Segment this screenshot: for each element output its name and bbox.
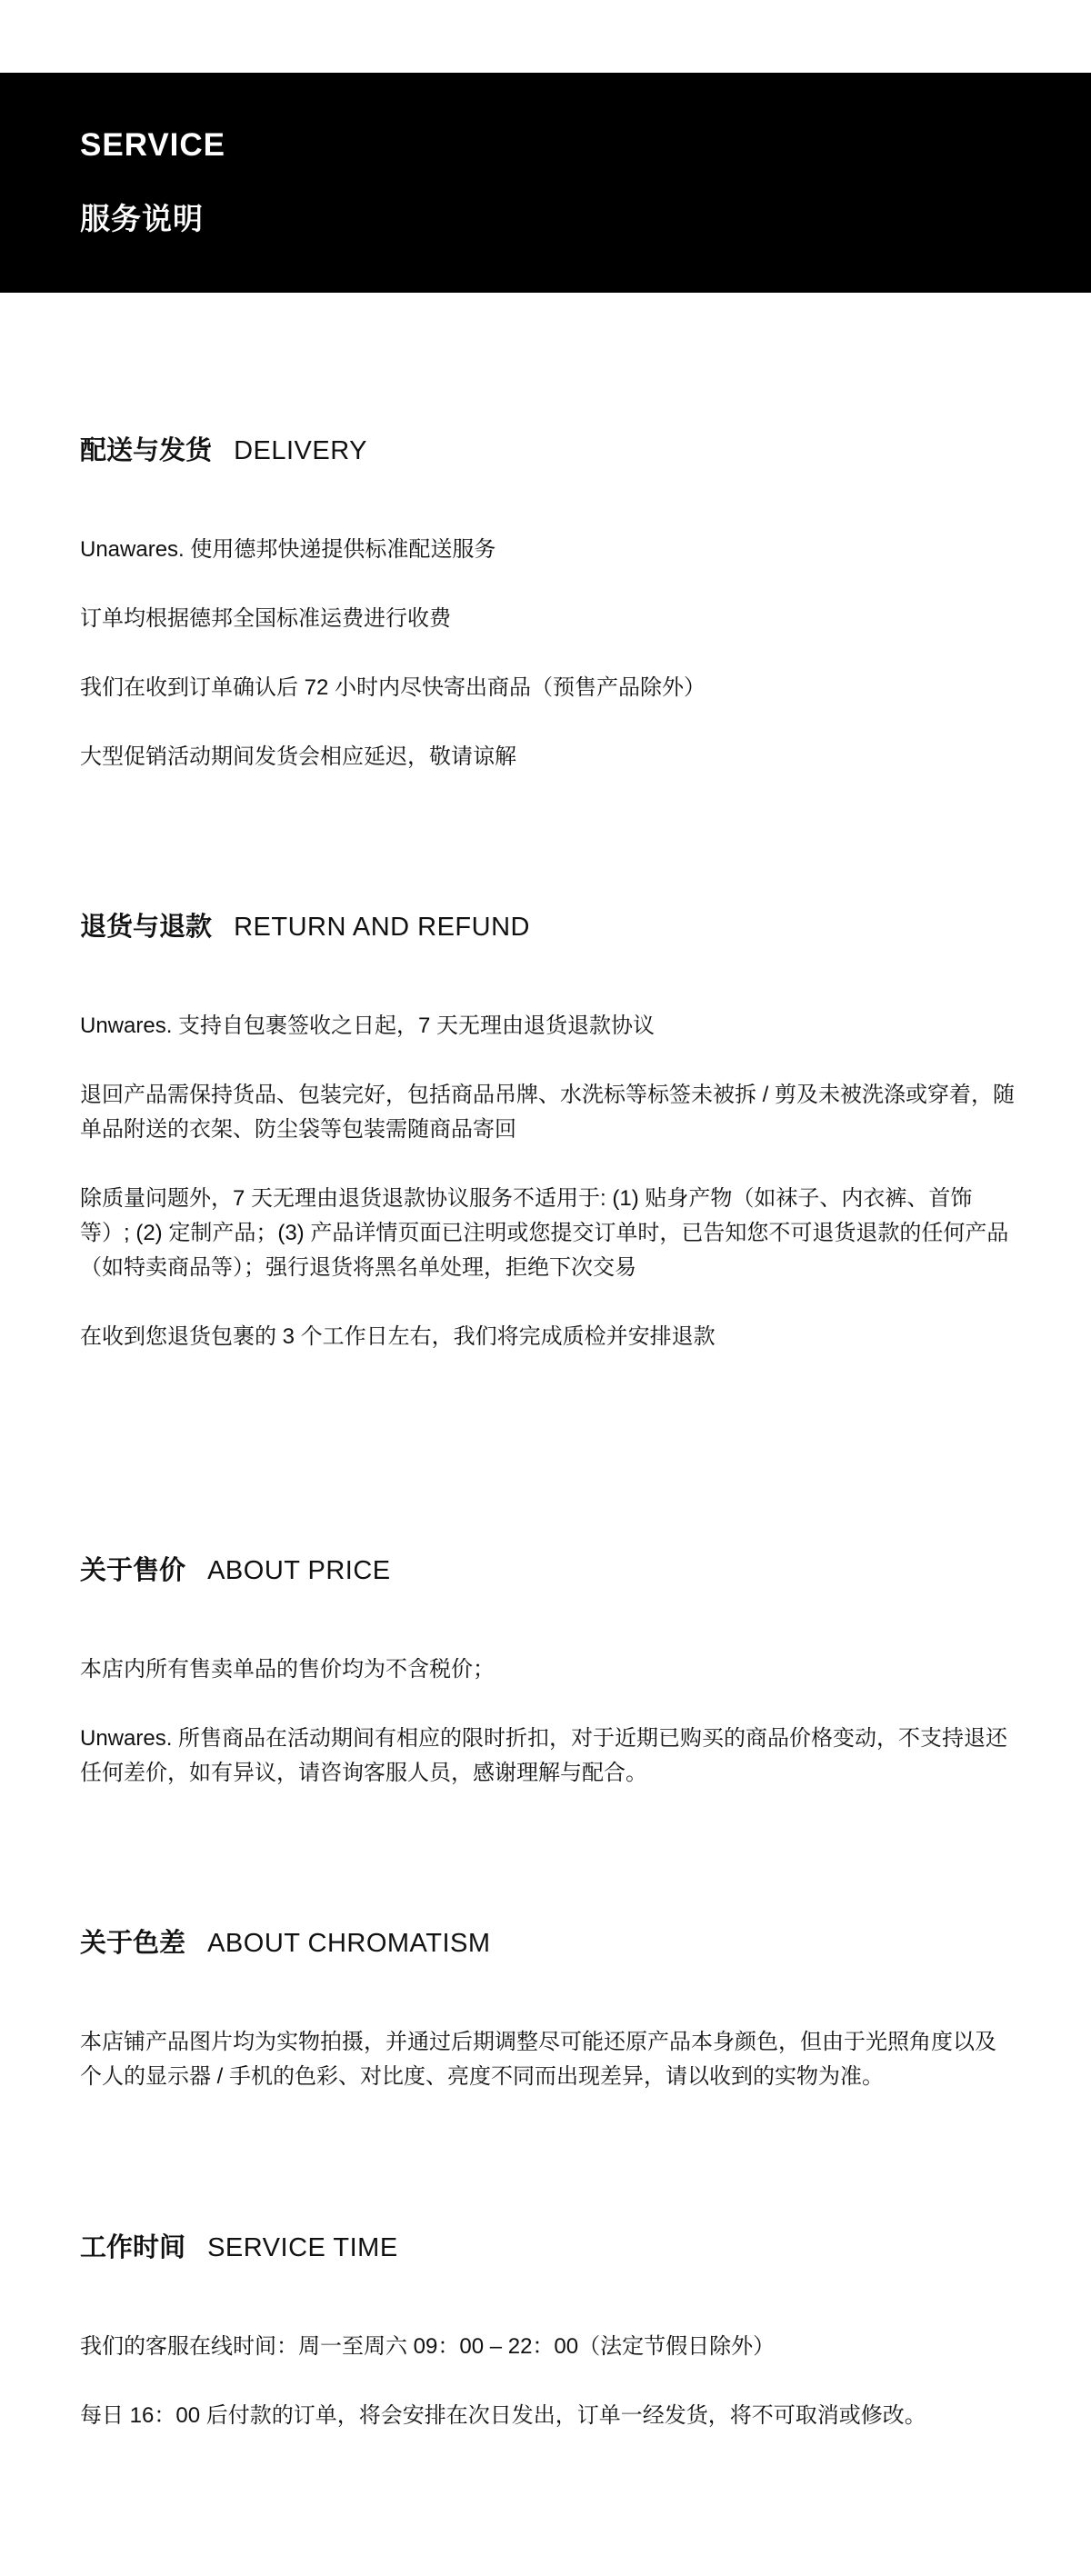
section-heading xyxy=(80,434,1016,467)
section-line: Unwares. 支持自包裹签收之日起，7 天无理由退货退款协议 xyxy=(80,1013,656,1038)
header-title-cn: 服务说明 xyxy=(80,202,204,235)
section-body xyxy=(80,2330,1016,2433)
section-line: 每日 16：00 后付款的订单，将会安排在次日发出，订单一经发货，将不可取消或修改。 xyxy=(80,2403,926,2428)
section-title-cn: 关于售价 xyxy=(80,1556,186,1585)
section-line: 本店内所有售卖单品的售价均为不含税价； xyxy=(80,1657,495,1682)
section-heading xyxy=(80,911,1016,944)
section-title-cn: 配送与发货 xyxy=(80,436,213,465)
section-line: 我们在收到订单确认后 72 小时内尽快寄出商品（预售产品除外） xyxy=(80,675,706,700)
section-title-cn: 退货与退款 xyxy=(80,913,213,942)
section-title-en: RETURN AND REFUND xyxy=(234,913,530,942)
section-title-en: ABOUT CHROMATISM xyxy=(207,1929,491,1958)
section-line: Unawares. 使用德邦快递提供标准配送服务 xyxy=(80,537,496,562)
section-body xyxy=(80,2025,1016,2094)
section-line: 除质量问题外，7 天无理由退货退款协议服务不适用于: (1) 贴身产物（如袜子、内衣裤、首饰等）; (2) 定制产品；(3) 产品详情页面已注明或您提交订单时，已告知您不可退货退款的任何产品（如特卖商品等）；强行退货将黑名单处理，拒绝下次交易 xyxy=(80,1186,1009,1280)
section-title-cn: 工作时间 xyxy=(80,2233,186,2262)
section-title-en: ABOUT PRICE xyxy=(207,1556,391,1585)
service-time-section xyxy=(80,2232,1016,2433)
section-line: 大型促销活动期间发货会相应延迟，敬请谅解 xyxy=(80,744,516,769)
section-heading xyxy=(80,1554,1016,1587)
section-line: 我们的客服在线时间：周一至周六 09：00 – 22：00（法定节假日除外） xyxy=(80,2334,776,2359)
section-body xyxy=(80,533,1016,774)
service-header-banner xyxy=(0,73,1091,293)
section-line: 退回产品需保持货品、包装完好，包括商品吊牌、水洗标等标签未被拆 / 剪及未被洗涤或穿着，随单品附送的衣架、防尘袋等包装需随商品寄回 xyxy=(80,1083,1016,1142)
section-line: Unwares. 所售商品在活动期间有相应的限时折扣，对于近期已购买的商品价格变动，不支持退还任何差价，如有异议，请咨询客服人员，感谢理解与配合。 xyxy=(80,1726,1008,1785)
about-price-section xyxy=(80,1554,1016,1791)
section-line: 订单均根据德邦全国标准运费进行收费 xyxy=(80,606,451,631)
section-line: 本店铺产品图片均为实物拍摄，并通过后期调整尽可能还原产品本身颜色，但由于光照角度以及个人的显示器 / 手机的色彩、对比度、亮度不同而出现差异，请以收到的实物为准。 xyxy=(80,2030,996,2089)
return-refund-section xyxy=(80,911,1016,1354)
section-heading xyxy=(80,1927,1016,1960)
section-title-en: SERVICE TIME xyxy=(207,2233,398,2262)
delivery-section xyxy=(80,434,1016,774)
header-title-en: SERVICE xyxy=(80,127,226,163)
section-heading xyxy=(80,2232,1016,2264)
section-line: 在收到您退货包裹的 3 个工作日左右，我们将完成质检并安排退款 xyxy=(80,1324,716,1349)
section-body xyxy=(80,1009,1016,1354)
section-title-en: DELIVERY xyxy=(234,436,367,465)
section-body xyxy=(80,1652,1016,1791)
about-chromatism-section xyxy=(80,1927,1016,2094)
section-title-cn: 关于色差 xyxy=(80,1929,186,1958)
